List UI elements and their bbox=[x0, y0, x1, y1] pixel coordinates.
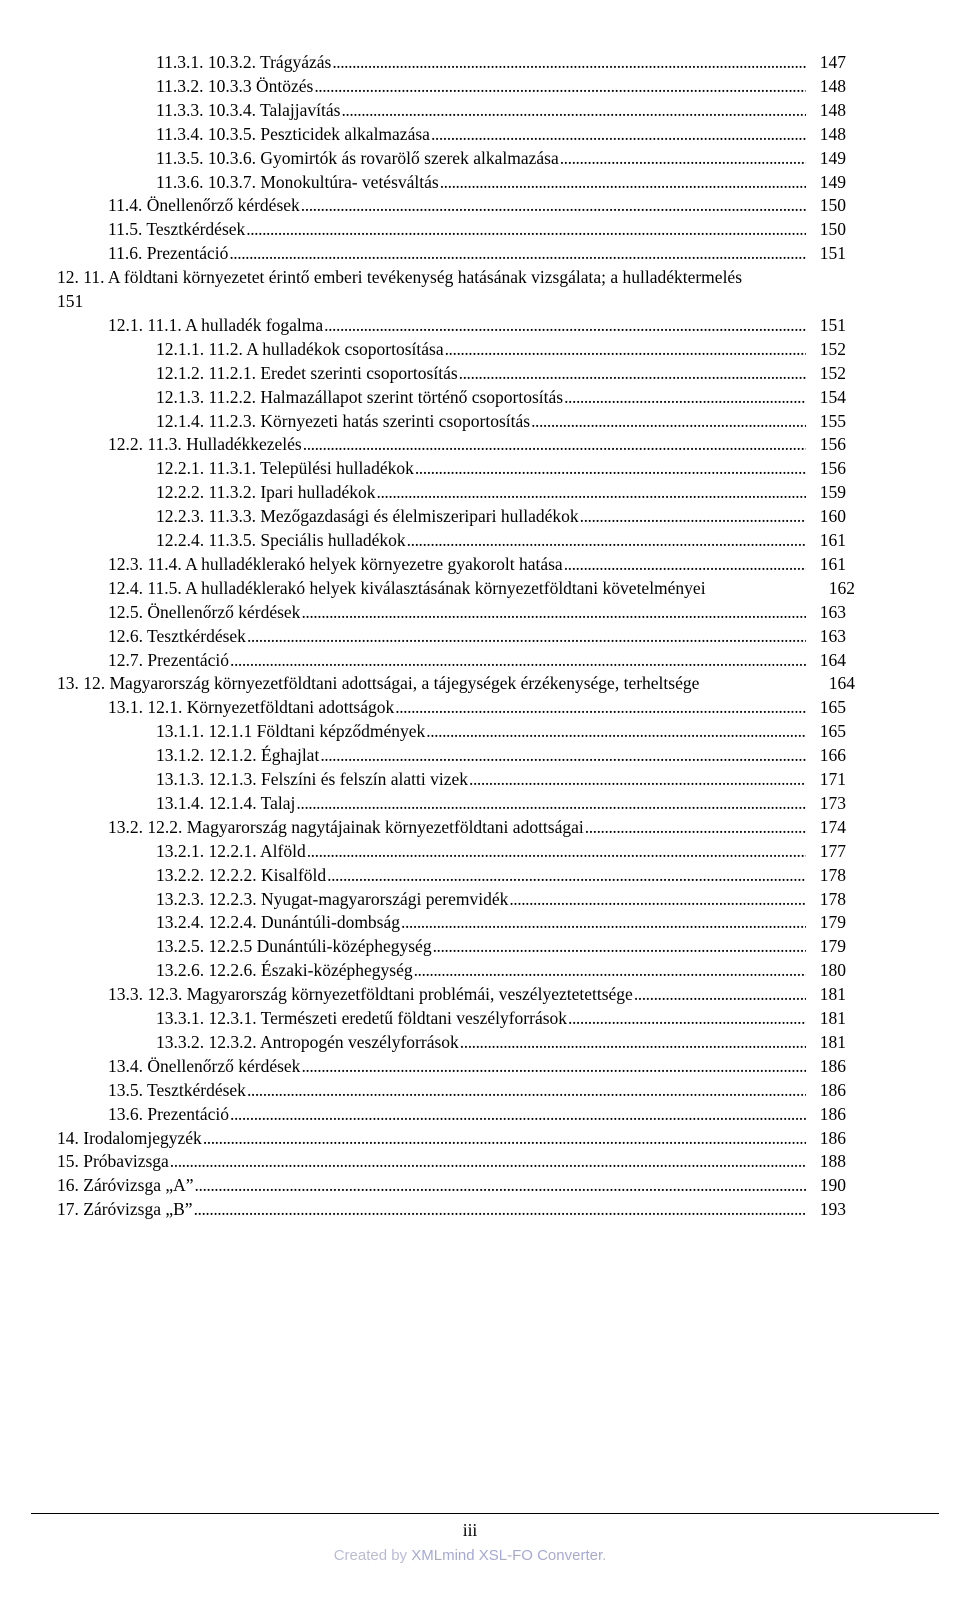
toc-entry-label: 12.1.1. 11.2. A hulladékok csoportosítása bbox=[156, 338, 444, 359]
toc-entry-label: 13.1.1. 12.1.1 Földtani képződmények bbox=[156, 721, 426, 742]
toc-entry[interactable] bbox=[156, 958, 846, 982]
toc-entry-page: 181 bbox=[819, 984, 846, 1005]
footer-divider bbox=[31, 1513, 939, 1514]
toc-entry[interactable] bbox=[156, 361, 846, 385]
dot-leader bbox=[203, 1126, 806, 1150]
toc-entry-label: 11.3.4. 10.3.5. Peszticidek alkalmazása bbox=[156, 123, 430, 144]
dot-leader bbox=[303, 432, 806, 456]
toc-entry-page: 152 bbox=[819, 338, 846, 359]
toc-entry-page: 180 bbox=[819, 960, 846, 981]
dot-leader bbox=[568, 1006, 806, 1030]
toc-entry-page: 179 bbox=[819, 912, 846, 933]
toc-entry[interactable] bbox=[57, 671, 855, 695]
toc-entry-page: 177 bbox=[819, 840, 846, 861]
toc-entry[interactable] bbox=[108, 1102, 846, 1126]
toc-entry-page: 186 bbox=[819, 1055, 846, 1076]
toc-entry-label: 13.2.1. 12.2.1. Alföld bbox=[156, 840, 306, 861]
toc-entry-label: 12.2.4. 11.3.5. Speciális hulladékok bbox=[156, 530, 406, 550]
toc-entry[interactable] bbox=[108, 600, 846, 624]
toc-entry[interactable] bbox=[156, 791, 846, 815]
toc-entry-page: 160 bbox=[819, 506, 846, 527]
toc-entry-page: 161 bbox=[819, 553, 846, 574]
dot-leader bbox=[509, 887, 806, 911]
toc-entry-page: 181 bbox=[819, 1031, 846, 1052]
dot-leader bbox=[634, 982, 806, 1006]
toc-entry[interactable] bbox=[156, 98, 846, 122]
toc-entry[interactable] bbox=[108, 193, 846, 217]
toc-entry-label: 11.3.3. 10.3.4. Talajjavítás bbox=[156, 99, 341, 120]
toc-entry-label: 15. Próbavizsga bbox=[57, 1151, 169, 1172]
toc-entry[interactable] bbox=[57, 1173, 846, 1197]
dot-leader bbox=[229, 241, 806, 265]
toc-entry-label: 13.2.4. 12.2.4. Dunántúli-dombság bbox=[156, 912, 401, 933]
toc-entry-page: 171 bbox=[819, 769, 846, 789]
watermark-suffix: . bbox=[602, 1547, 607, 1564]
toc-entry[interactable] bbox=[156, 528, 846, 552]
toc-entry-label: 11.5. Tesztkérdések bbox=[108, 219, 246, 240]
toc-entry-page: 151 bbox=[57, 291, 84, 312]
toc-entry-label: 13.1. 12.1. Környezetföldtani adottságok bbox=[108, 697, 395, 718]
toc-entry-page: 174 bbox=[819, 816, 846, 837]
toc-entry-label: 12. 11. A földtani környezetet érintő emberi tevékenység hatásának vizsgálata; a hulladéktermelés bbox=[57, 267, 743, 288]
toc-entry-label: 11.3.2. 10.3.3 Öntözés bbox=[156, 75, 314, 96]
toc-entry-page: 178 bbox=[819, 864, 846, 885]
toc-entry-label: 13.2.5. 12.2.5 Dunántúli-középhegység bbox=[156, 936, 432, 957]
toc-entry-label: 12.1. 11.1. A hulladék fogalma bbox=[108, 314, 324, 335]
toc-entry-label: 13.2.6. 12.2.6. Északi-középhegység bbox=[156, 960, 413, 981]
toc-entry[interactable] bbox=[156, 504, 846, 528]
toc-entry-page: 163 bbox=[819, 625, 846, 646]
dot-leader bbox=[324, 313, 806, 337]
toc-entry[interactable] bbox=[156, 170, 846, 194]
toc-entry[interactable] bbox=[57, 1126, 846, 1150]
dot-leader bbox=[580, 504, 806, 528]
toc-entry-label: 11.3.5. 10.3.6. Gyomirtók ás rovarölő szerek alkalmazása bbox=[156, 147, 559, 168]
converter-watermark bbox=[0, 1545, 940, 1567]
dot-leader bbox=[327, 863, 806, 887]
dot-leader bbox=[247, 1078, 806, 1102]
page-number: iii bbox=[462, 1520, 478, 1540]
toc-entry[interactable] bbox=[156, 839, 846, 863]
dot-leader bbox=[460, 1030, 806, 1054]
dot-leader bbox=[170, 1149, 806, 1173]
toc-entry-label: 12.2.2. 11.3.2. Ipari hulladékok bbox=[156, 482, 376, 503]
toc-entry-page: 193 bbox=[819, 1199, 846, 1220]
toc-entry[interactable] bbox=[108, 313, 846, 337]
toc-entry-page: 159 bbox=[819, 482, 846, 503]
toc-entry-page: 156 bbox=[819, 434, 846, 455]
dot-leader bbox=[314, 74, 806, 98]
toc-entry-page: 179 bbox=[819, 936, 846, 957]
toc-entry-label: 12.6. Tesztkérdések bbox=[108, 625, 246, 646]
toc-entry[interactable] bbox=[156, 74, 846, 98]
dot-leader bbox=[195, 1173, 806, 1197]
toc-entry-page: 181 bbox=[819, 1008, 846, 1028]
toc-entry[interactable] bbox=[108, 552, 846, 576]
toc-entry-label: 17. Záróvizsga „B” bbox=[57, 1199, 193, 1220]
toc-entry[interactable] bbox=[156, 910, 846, 934]
dot-leader bbox=[564, 385, 806, 409]
toc-entry-page: 165 bbox=[819, 697, 846, 718]
toc-entry-page: 151 bbox=[819, 243, 846, 264]
toc-entry-label: 13.5. Tesztkérdések bbox=[108, 1079, 246, 1100]
toc-entry-page: 165 bbox=[819, 721, 846, 742]
toc-entry[interactable] bbox=[156, 456, 846, 480]
dot-leader bbox=[469, 767, 806, 791]
toc-entry-page: 147 bbox=[819, 52, 846, 72]
toc-entry-label: 11.6. Prezentáció bbox=[108, 243, 229, 264]
toc-entry-label: 12.2.1. 11.3.1. Települési hulladékok bbox=[156, 458, 414, 479]
dot-leader bbox=[445, 337, 806, 361]
toc-entry[interactable] bbox=[108, 241, 846, 265]
toc-entry[interactable] bbox=[156, 480, 846, 504]
toc-entry[interactable] bbox=[156, 409, 846, 433]
toc-entry-page: 148 bbox=[819, 123, 846, 144]
dot-leader bbox=[246, 217, 806, 241]
toc-entry[interactable] bbox=[156, 863, 846, 887]
dot-leader bbox=[401, 910, 806, 934]
dot-leader bbox=[564, 552, 806, 576]
dot-leader bbox=[407, 528, 806, 552]
dot-leader bbox=[415, 456, 806, 480]
toc-entry-label: 13.2.3. 12.2.3. Nyugat-magyarországi peremvidék bbox=[156, 888, 509, 909]
toc-entry[interactable] bbox=[57, 1197, 846, 1221]
toc-entry-label: 11.4. Önellenőrző kérdések bbox=[108, 195, 300, 216]
toc-entry-page: 155 bbox=[819, 410, 846, 431]
dot-leader bbox=[320, 743, 806, 767]
dot-leader bbox=[230, 648, 806, 672]
toc-entry-label: 13.3.1. 12.3.1. Természeti eredetű földtani veszélyforrások bbox=[156, 1008, 568, 1028]
toc-entry-label: 13.6. Prezentáció bbox=[108, 1103, 229, 1124]
toc-entry[interactable] bbox=[156, 146, 846, 170]
toc-entry-page: 186 bbox=[819, 1103, 846, 1124]
toc-entry-page: 156 bbox=[819, 458, 846, 479]
toc-entry-page: 164 bbox=[828, 673, 855, 694]
toc-entry-label: 13.1.3. 12.1.3. Felszíni és felszín alatti vizek bbox=[156, 769, 469, 789]
dot-leader bbox=[585, 815, 806, 839]
toc-entry[interactable] bbox=[156, 50, 846, 74]
toc-entry-page: 151 bbox=[819, 314, 846, 335]
dot-leader bbox=[377, 480, 806, 504]
toc-entry-label: 16. Záróvizsga „A” bbox=[57, 1175, 194, 1196]
toc-entry-page: 186 bbox=[819, 1127, 846, 1148]
toc-entry-label: 13.3.2. 12.3.2. Antropogén veszélyforrások bbox=[156, 1031, 459, 1052]
toc-entry-page: 149 bbox=[819, 147, 846, 168]
dot-leader bbox=[341, 98, 806, 122]
toc-entry-label: 12.2.3. 11.3.3. Mezőgazdasági és élelmiszeripari hulladékok bbox=[156, 506, 579, 527]
toc-entry-label: 12.4. 11.5. A hulladéklerakó helyek kiválasztásának környezetföldtani követelményei bbox=[108, 577, 706, 598]
toc-entry-page: 173 bbox=[819, 792, 846, 813]
toc-entry-label: 11.3.1. 10.3.2. Trágyázás bbox=[156, 52, 332, 72]
dot-leader bbox=[414, 958, 806, 982]
toc-entry-page: 150 bbox=[819, 195, 846, 216]
dot-leader bbox=[194, 1197, 806, 1221]
toc-entry-page: 148 bbox=[819, 99, 846, 120]
toc-entry[interactable] bbox=[156, 743, 846, 767]
toc-entry-label: 13.4. Önellenőrző kérdések bbox=[108, 1055, 301, 1076]
toc-entry-label: 13. 12. Magyarország környezetföldtani adottságai, a tájegységek érzékenysége, terheltsége bbox=[57, 673, 700, 694]
dot-leader bbox=[301, 600, 806, 624]
toc-entry-label: 13.3. 12.3. Magyarország környezetföldtani problémái, veszélyeztetettsége bbox=[108, 984, 633, 1005]
toc-entry[interactable] bbox=[156, 767, 846, 791]
toc-entry-page: 148 bbox=[819, 75, 846, 96]
toc-entry-page: 150 bbox=[819, 219, 846, 240]
toc-entry-label: 13.1.2. 12.1.2. Éghajlat bbox=[156, 745, 320, 766]
toc-entry[interactable] bbox=[108, 648, 846, 672]
toc-entry-page: 152 bbox=[819, 362, 846, 383]
toc-entry-page: 190 bbox=[819, 1175, 846, 1196]
toc-entry-page: 149 bbox=[819, 171, 846, 192]
dot-leader bbox=[296, 791, 806, 815]
dot-leader bbox=[301, 1054, 806, 1078]
toc-entry[interactable] bbox=[108, 1078, 846, 1102]
dot-leader bbox=[395, 695, 806, 719]
toc-entry[interactable] bbox=[156, 1006, 846, 1030]
watermark-brand: XMLmind XSL-FO Converter bbox=[411, 1547, 603, 1564]
toc-entry-page: 162 bbox=[828, 577, 855, 598]
dot-leader bbox=[433, 934, 806, 958]
dot-leader bbox=[560, 146, 806, 170]
toc-entry[interactable] bbox=[156, 385, 846, 409]
dot-leader bbox=[301, 193, 806, 217]
toc-entry-label: 12.5. Önellenőrző kérdések bbox=[108, 601, 301, 622]
toc-entry-label: 12.1.3. 11.2.2. Halmazállapot szerint történő csoportosítás bbox=[156, 386, 564, 407]
dot-leader bbox=[307, 839, 806, 863]
toc-entry-page: 186 bbox=[819, 1079, 846, 1100]
toc-entry[interactable] bbox=[108, 624, 846, 648]
dot-leader bbox=[230, 1102, 806, 1126]
toc-entry-label: 13.1.4. 12.1.4. Talaj bbox=[156, 792, 296, 813]
toc-entry-label: 13.2. 12.2. Magyarország nagytájainak környezetföldtani adottságai bbox=[108, 816, 584, 837]
toc-entry[interactable] bbox=[108, 432, 846, 456]
toc-entry[interactable] bbox=[156, 122, 846, 146]
toc-entry[interactable] bbox=[156, 719, 846, 743]
toc-entry-label: 12.1.4. 11.2.3. Környezeti hatás szerinti csoportosítás bbox=[156, 410, 531, 431]
toc-entry-page: 154 bbox=[819, 386, 846, 407]
toc-entry-label: 12.1.2. 11.2.1. Eredet szerinti csoportosítás bbox=[156, 362, 458, 383]
dot-leader bbox=[531, 409, 806, 433]
toc-entry-page: 178 bbox=[819, 888, 846, 909]
toc-entry-page: 161 bbox=[819, 530, 846, 550]
toc-entry-page: 164 bbox=[819, 649, 846, 670]
watermark-prefix: Created by bbox=[333, 1547, 412, 1564]
dot-leader bbox=[332, 50, 806, 74]
toc-entry[interactable] bbox=[57, 265, 880, 313]
dot-leader bbox=[247, 624, 806, 648]
toc-entry-label: 12.3. 11.4. A hulladéklerakó helyek környezetre gyakorolt hatása bbox=[108, 553, 563, 574]
toc-entry-page: 166 bbox=[819, 745, 846, 766]
toc-entry-label: 13.2.2. 12.2.2. Kisalföld bbox=[156, 864, 327, 885]
toc-entry[interactable] bbox=[108, 815, 846, 839]
toc-entry-page: 188 bbox=[819, 1151, 846, 1172]
toc-entry-label: 12.7. Prezentáció bbox=[108, 649, 229, 670]
toc-entry[interactable] bbox=[108, 1054, 846, 1078]
toc-entry[interactable] bbox=[156, 887, 846, 911]
dot-leader bbox=[440, 170, 806, 194]
toc-entry-label: 11.3.6. 10.3.7. Monokultúra- vetésváltás bbox=[156, 171, 439, 192]
dot-leader bbox=[459, 361, 806, 385]
toc-entry[interactable] bbox=[156, 337, 846, 361]
toc-entry[interactable] bbox=[108, 982, 846, 1006]
toc-entry-label: 12.2. 11.3. Hulladékkezelés bbox=[108, 434, 302, 455]
dot-leader bbox=[431, 122, 806, 146]
toc-entry[interactable] bbox=[57, 1149, 846, 1173]
toc-entry-label: 14. Irodalomjegyzék bbox=[57, 1127, 202, 1148]
dot-leader bbox=[426, 719, 806, 743]
toc-entry-page: 163 bbox=[819, 601, 846, 622]
toc-entry[interactable] bbox=[108, 217, 846, 241]
toc-entry[interactable] bbox=[156, 934, 846, 958]
toc-entry[interactable] bbox=[108, 576, 855, 600]
toc-entry[interactable] bbox=[156, 1030, 846, 1054]
toc-entry[interactable] bbox=[108, 695, 846, 719]
